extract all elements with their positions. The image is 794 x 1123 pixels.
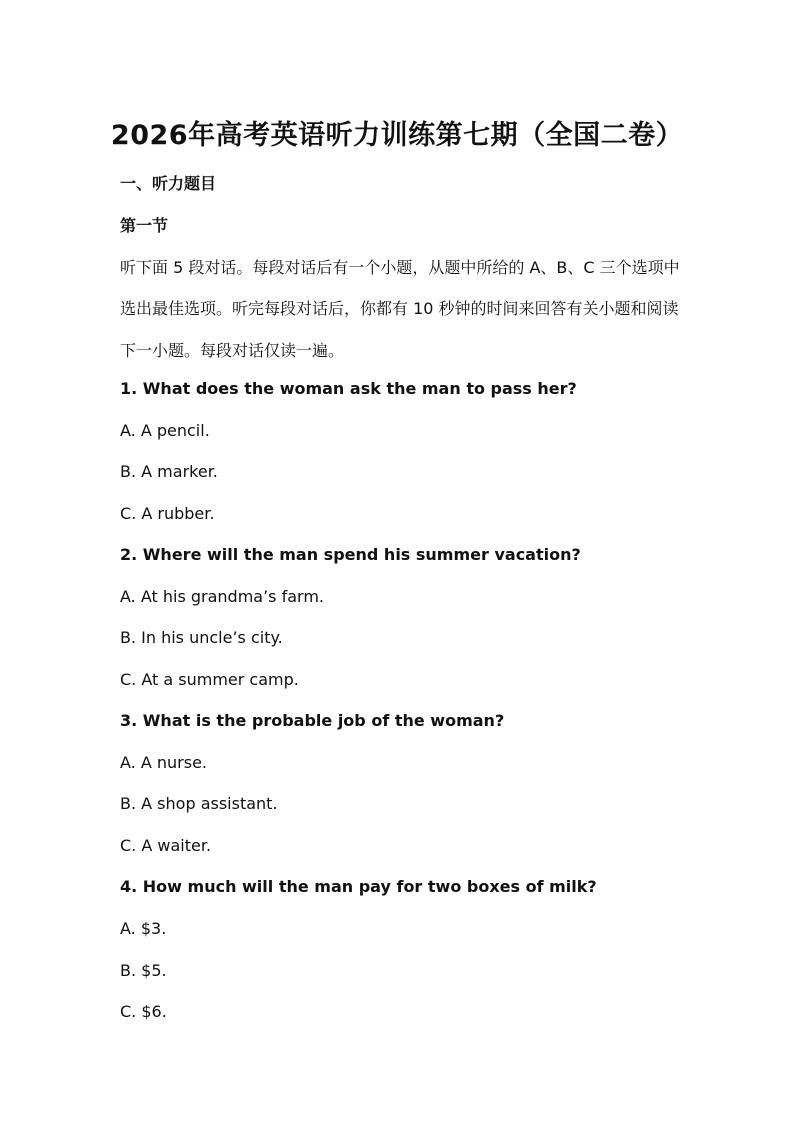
answer-option: A. A nurse.: [120, 753, 207, 772]
instruction-line: 选出最佳选项。听完每段对话后，你都有 10 秒钟的时间来回答有关小题和阅读: [120, 299, 679, 318]
answer-option: A. $3.: [120, 919, 167, 938]
question-stem: 2. Where will the man spend his summer vacation?: [120, 545, 581, 564]
answer-option: C. $6.: [120, 1002, 167, 1021]
section-heading: 一、听力题目: [120, 174, 217, 193]
answer-option: C. At a summer camp.: [120, 670, 299, 689]
answer-option: C. A rubber.: [120, 504, 215, 523]
answer-option: B. In his uncle’s city.: [120, 628, 283, 647]
part-heading: 第一节: [120, 216, 169, 235]
answer-option: A. A pencil.: [120, 421, 210, 440]
document-title: 2026年高考英语听力训练第七期（全国二卷）: [110, 120, 684, 151]
question-stem: 4. How much will the man pay for two boxes of milk?: [120, 877, 597, 896]
answer-option: B. $5.: [120, 961, 167, 980]
question-stem: 3. What is the probable job of the woman?: [120, 711, 505, 730]
instruction-line: 下一小题。每段对话仅读一遍。: [120, 341, 345, 360]
question-stem: 1. What does the woman ask the man to pass her?: [120, 379, 577, 398]
answer-option: C. A waiter.: [120, 836, 212, 855]
instruction-line: 听下面 5 段对话。每段对话后有一个小题，从题中所给的 A、B、C 三个选项中: [120, 258, 680, 277]
answer-option: A. At his grandma’s farm.: [120, 587, 325, 606]
answer-option: B. A shop assistant.: [120, 794, 278, 813]
answer-option: B. A marker.: [120, 462, 218, 481]
